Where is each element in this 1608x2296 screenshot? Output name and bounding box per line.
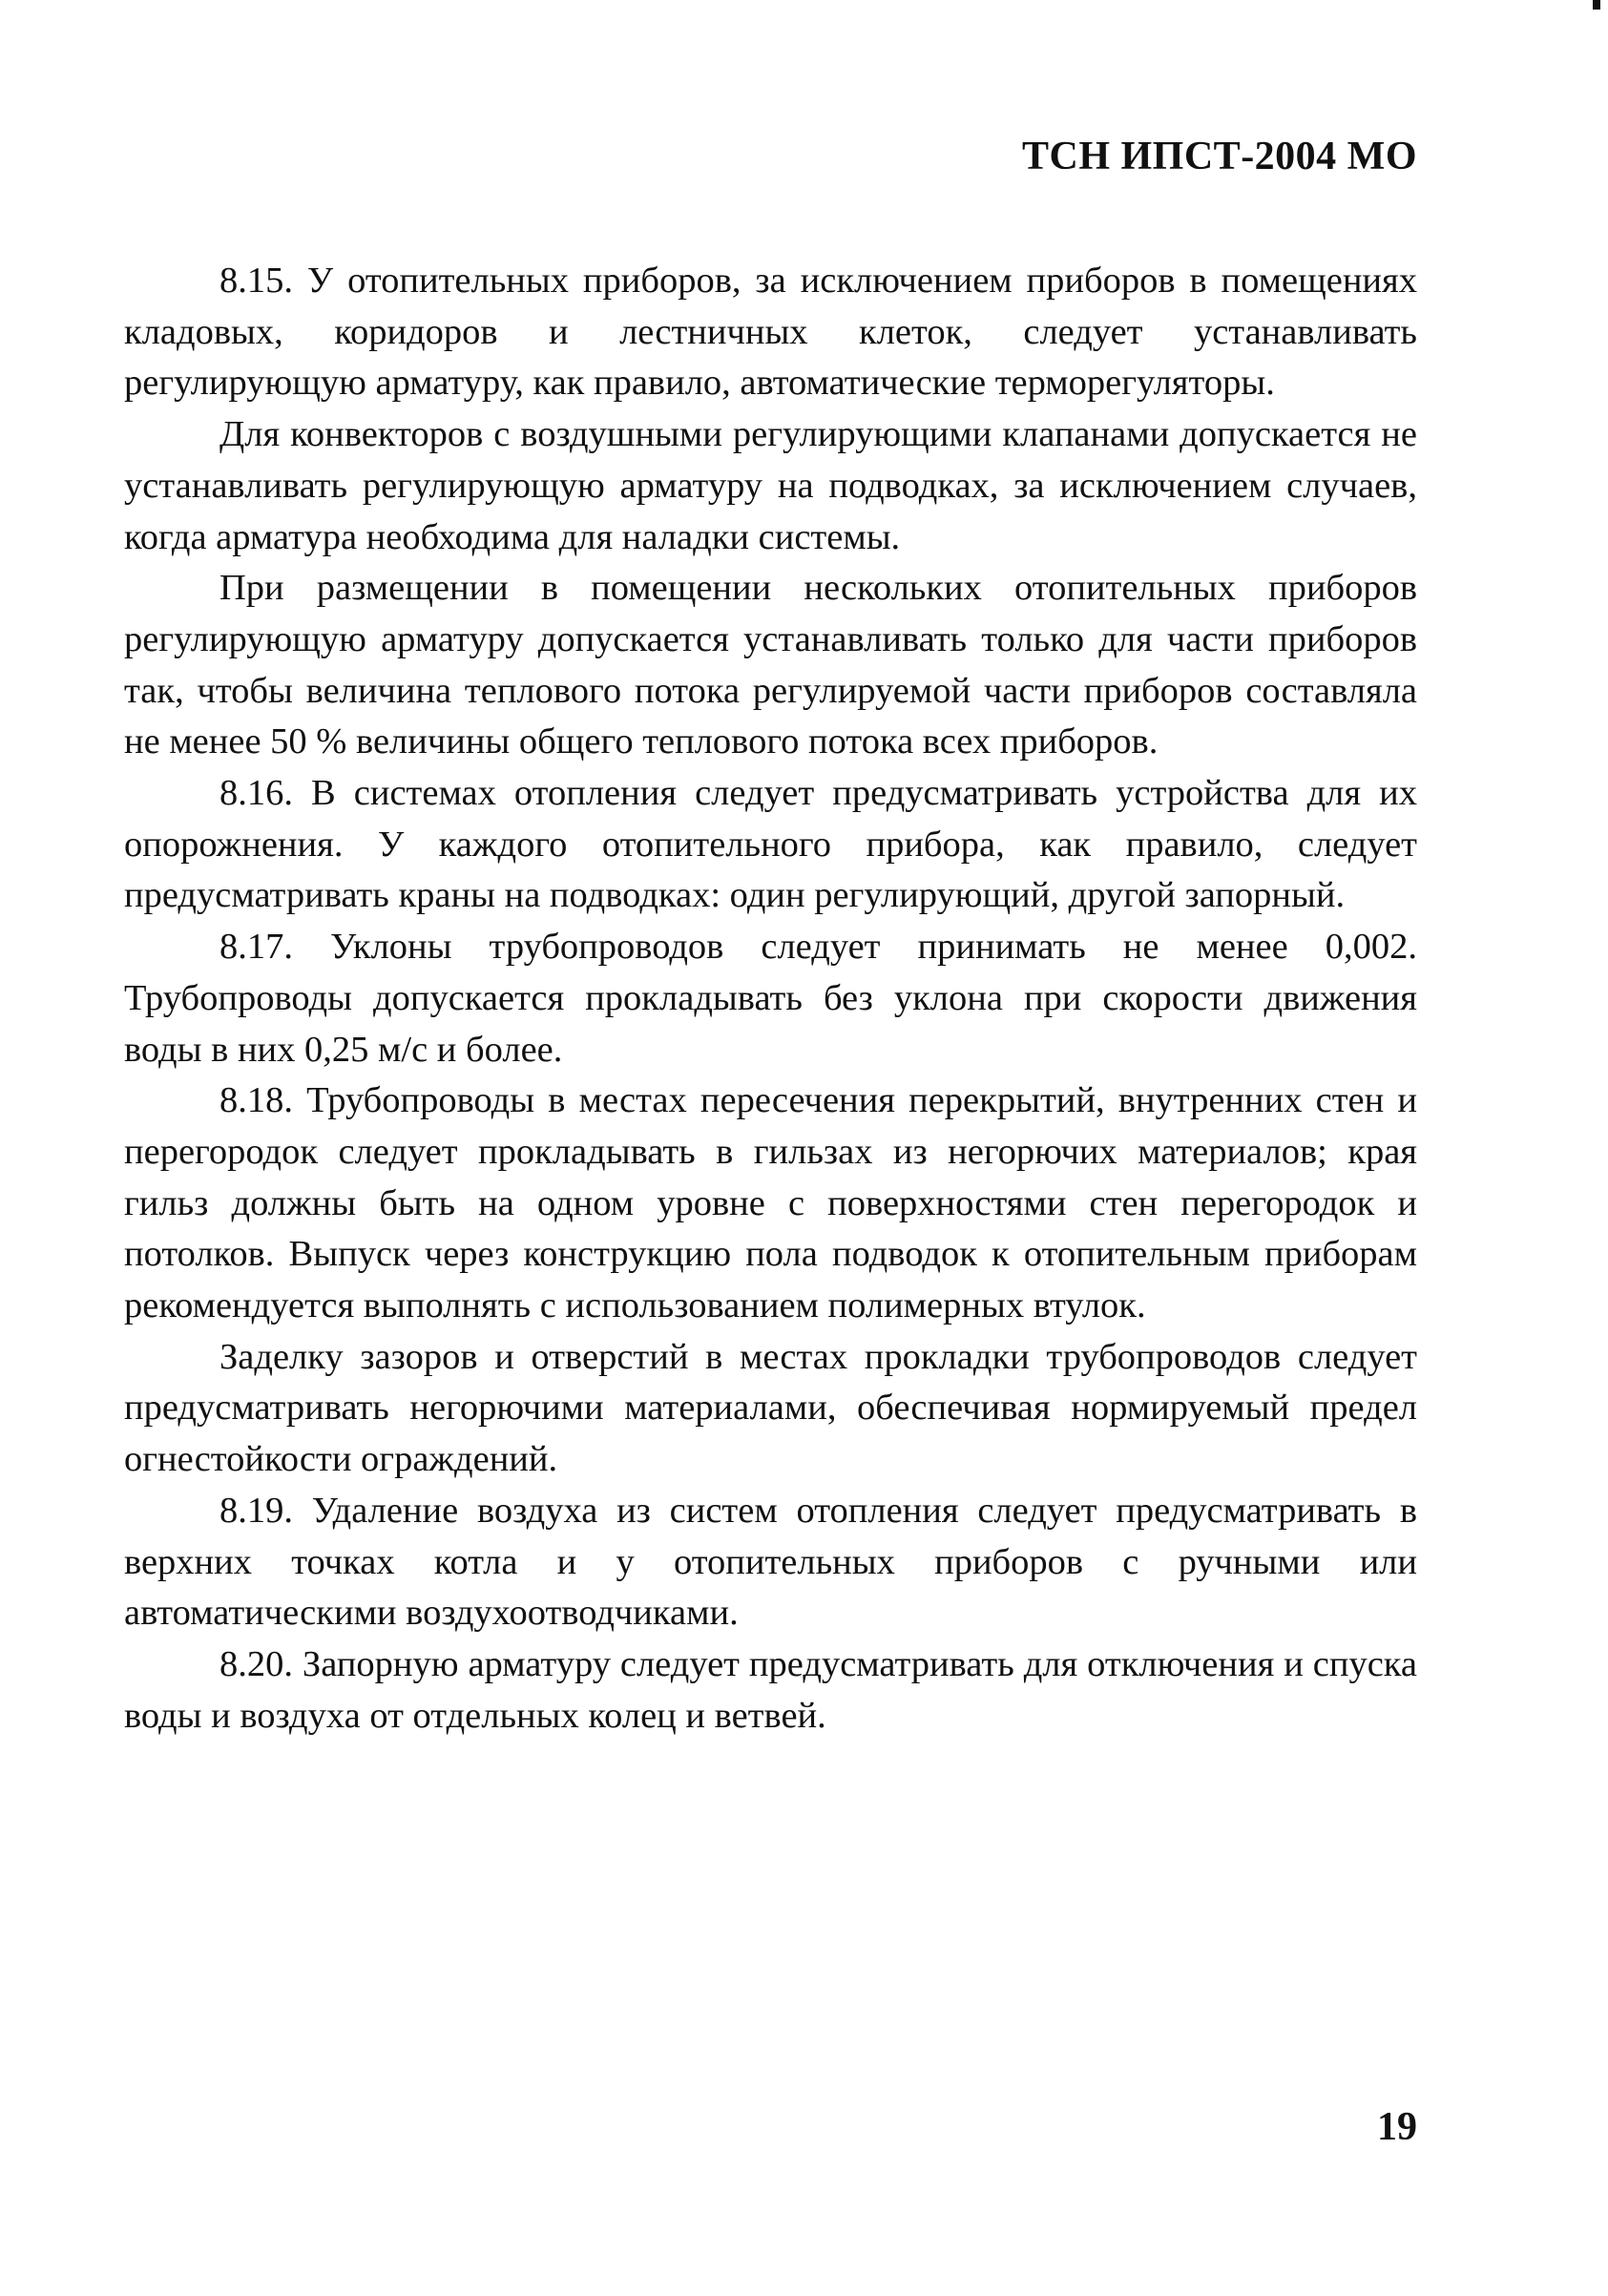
paragraph-sealing-gaps: Заделку зазоров и отверстий в местах прокладки трубопроводов следует предусматривать негорючими материалами, обеспечивая нормируемый предел огнестойкости ограждений.	[124, 1336, 1417, 1480]
paragraph-8-17: 8.17. Уклоны трубопроводов следует принимать не менее 0,002. Трубопроводы допускается прокладывать без уклона при скорости движения воды в них 0,25 м/с и более.	[124, 927, 1417, 1070]
paragraph-8-16: 8.16. В системах отопления следует предусматривать устройства для их опорожнения. У каждого отопительного прибора, как правило, следует предусматривать краны на подводках: один регулирующий, другой запорный.	[124, 773, 1417, 916]
scan-corner-mark	[1593, 0, 1600, 10]
page-number: 19	[1377, 2105, 1417, 2149]
paragraph-multiple-devices: При размещении в помещении нескольких отопительных приборов регулирующую арматуру допускается устанавливать только для части приборов так, чтобы величина теплового потока регулируемой части приборов составляла не менее 50 % величины общего теплового потока всех приборов.	[124, 568, 1417, 762]
paragraph-8-19: 8.19. Удаление воздуха из систем отопления следует предусматривать в верхних точках котла и у отопительных приборов с ручными или автоматическими воздухоотводчиками.	[124, 1490, 1417, 1634]
paragraph-8-18: 8.18. Трубопроводы в местах пересечения перекрытий, внутренних стен и перегородок следует прокладывать в гильзах из негорючих материалов; края гильз должны быть на одном уровне с поверхностями стен перегородок и потолков. Выпуск через конструкцию пола подводок к отопительным приборам рекомендуется выполнять с использованием полимерных втулок.	[124, 1080, 1417, 1326]
document-body	[124, 256, 1417, 1742]
paragraph-8-15: 8.15. У отопительных приборов, за исключением приборов в помещениях кладовых, коридоров и лестничных клеток, следует устанавливать регулирующую арматуру, как правило, автоматические терморегуляторы.	[124, 261, 1417, 404]
document-code-header: ТСН ИПСТ-2004 МО	[1022, 135, 1417, 178]
paragraph-convectors: Для конвекторов с воздушными регулирующими клапанами допускается не устанавливать регулирующую арматуру на подводках, за исключением случаев, когда арматура необходима для наладки системы.	[124, 414, 1417, 557]
paragraph-8-20: 8.20. Запорную арматуру следует предусматривать для отключения и спуска воды и воздуха от отдельных колец и ветвей.	[124, 1643, 1417, 1736]
